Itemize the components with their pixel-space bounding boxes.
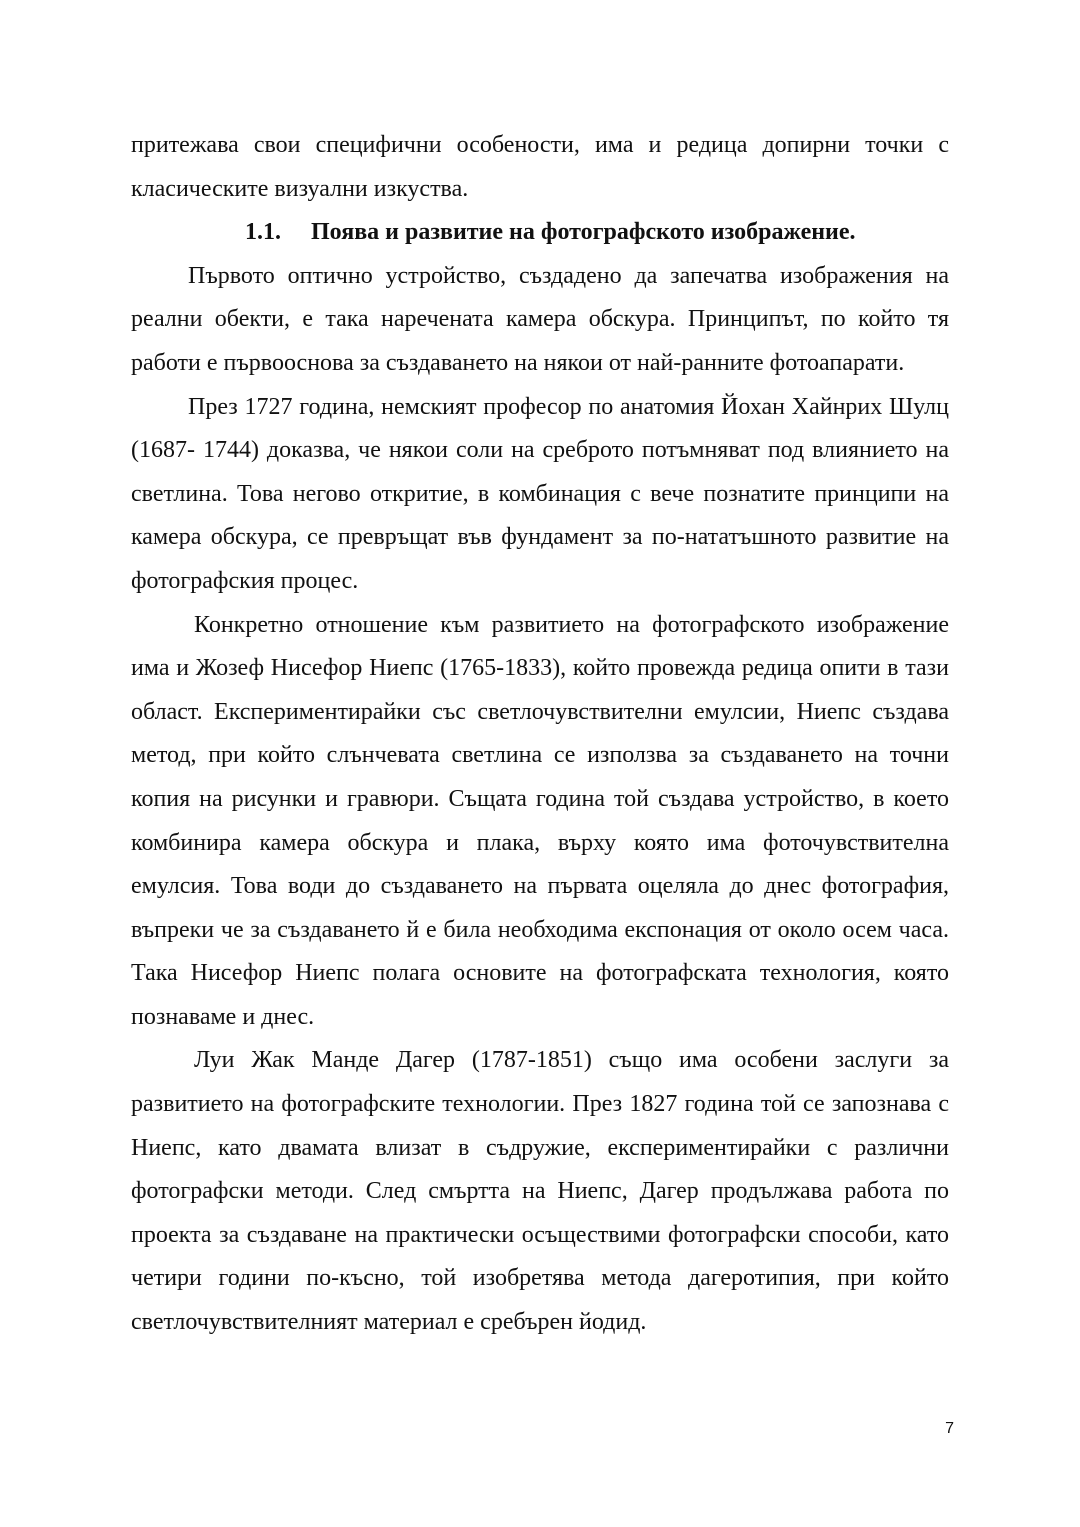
section-title: Поява и развитие на фотографското изображение.: [311, 219, 856, 246]
page-text-body: [131, 124, 949, 1345]
paragraph-camera-obscura: Първото оптично устройство, създадено да запечатва изображения на реални обекти, е така наречената камера обскура. Принципът, по който тя работи е първооснова за създаването на някои от най-ранните фотоапарати.: [131, 262, 949, 376]
section-heading: [131, 211, 949, 255]
intro-paragraph: притежава свои специфични особености, има и редица допирни точки с класическите визуални изкуства.: [131, 132, 949, 202]
page-number: 7: [945, 1420, 954, 1437]
paragraph-niepce: Конкретно отношение към развитието на фотографското изображение има и Жозеф Нисефор Ниепс (1765-1833), който провежда редица опити в тази област. Експериментирайки със светлочувствителни емулсии, Ниепс създава метод, при който слънчевата светлина се използва за създаването на точни копия на рисунки и гравюри. Същата година той създава устройство, в което комбинира камера обскура и плака, върху която има фоточувствителна емулсия. Това води до създаването на първата оцеляла до днес фотография, въпреки че за създаването й е била необходима експонация от около осем часа. Така Нисефор Ниепс полага основите на фотографската технология, която познаваме и днес.: [131, 611, 949, 1030]
paragraph-schulze: През 1727 година, немският професор по анатомия Йохан Хайнрих Шулц (1687- 1744) доказва, че някои соли на среброто потъмняват под влиянието на светлина. Това негово откритие, в комбинация с вече познатите принципи на камера обскура, се превръщат във фундамент за по-нататъшното развитие на фотографския процес.: [131, 393, 949, 594]
paragraph-daguerre: Луи Жак Манде Дагер (1787-1851) също има особени заслуги за развитието на фотографските технологии. През 1827 година той се запознава с Ниепс, като двамата влизат в съдружие, експериментирайки с различни фотографски методи. След смъртта на Ниепс, Дагер продължава работа по проекта за създаване на практически осъществими фотографски способи, като четири години по-късно, той изобретява метода дагеротипия, при който светлочувствителният материал е сребърен йодид.: [131, 1047, 949, 1336]
section-number: 1.1.: [245, 219, 281, 246]
